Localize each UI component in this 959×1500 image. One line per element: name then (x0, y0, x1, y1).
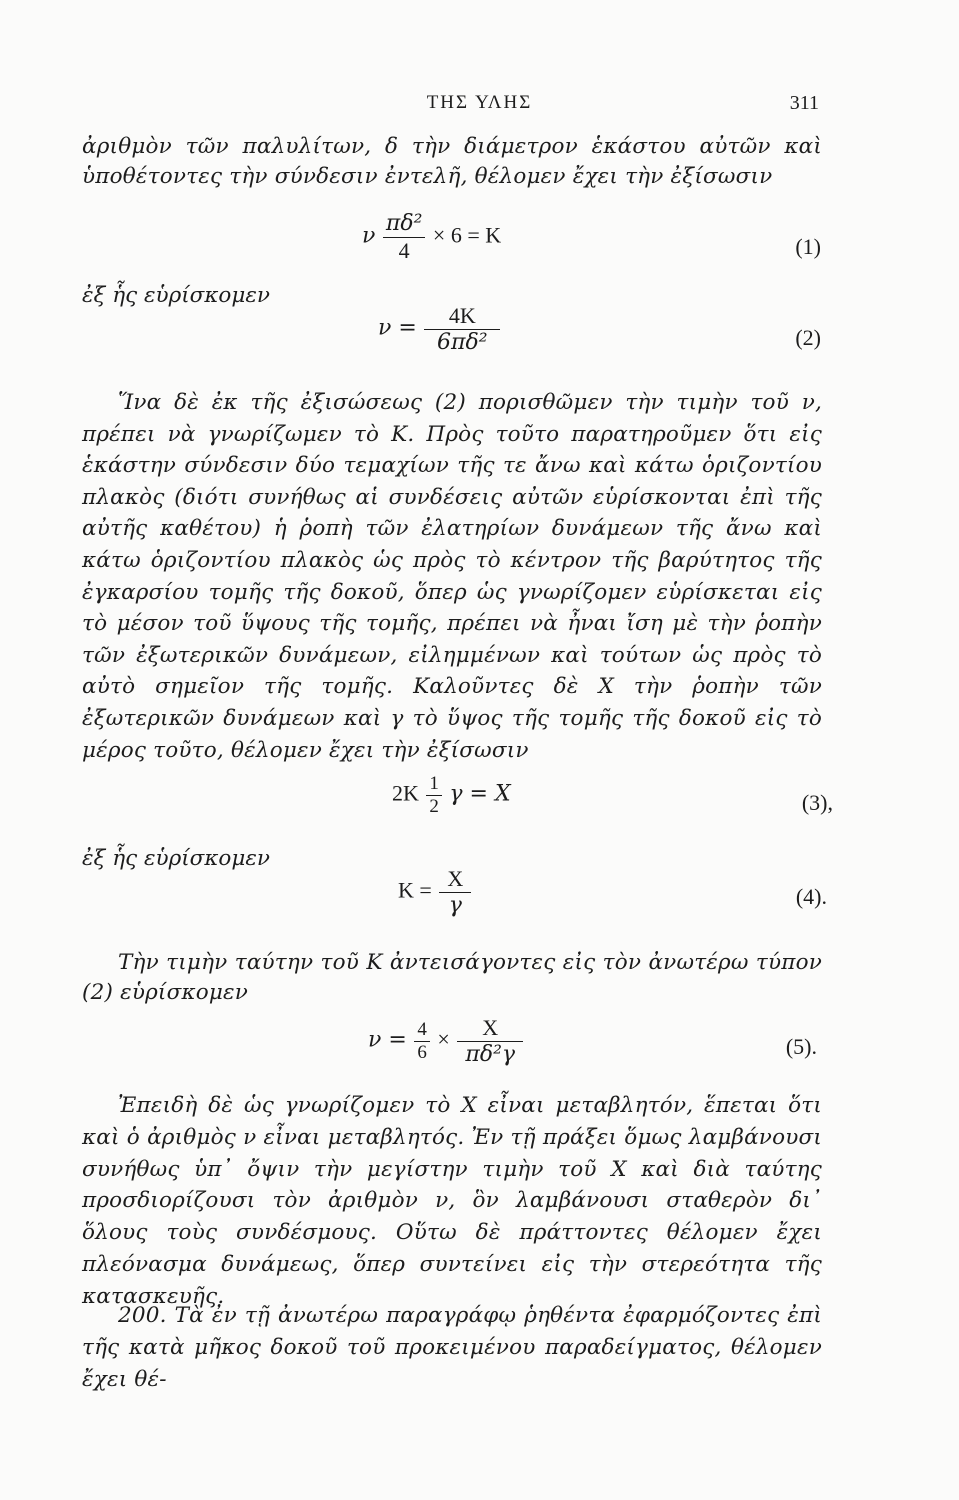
eq3-pre: 2Κ (392, 780, 419, 806)
eq3-post: γ = Χ (449, 781, 511, 807)
eq5-fraction-1 (414, 1020, 430, 1063)
eq1-numerator: πδ² (383, 212, 426, 238)
paragraph-1: ἀριθμὸν τῶν παλυλίτων, δ τὴν διάμετρον ἑκάστου αὐτῶν καὶ ὑποθέτοντες τὴν σύνδεσιν ἐντελῆ, θέλομεν ἔχει τὴν ἐξίσωσιν (82, 134, 822, 189)
eq4-lhs: Κ = (398, 877, 432, 903)
eq5-lhs: ν = (368, 1027, 407, 1053)
eq3-fraction (426, 774, 442, 817)
eq5-fraction-2 (457, 1016, 523, 1067)
paragraph-5: Τὴν τιμὴν ταύτην τοῦ Κ ἀντεισάγοντες εἰς τὸν ἀνωτέρω τύπον (2) εὑρίσκομεν (82, 950, 822, 1005)
equation-2 (378, 304, 502, 355)
running-head (0, 92, 959, 122)
paragraph-6: Ἐπειδὴ δὲ ὡς γνωρίζομεν τὸ Χ εἶναι μεταβλητόν, ἕπεται ὅτι καὶ ὁ ἀριθμὸς ν εἶναι μεταβλητός. Ἐν τῇ πράξει ὅμως λαμβάνουσι συνήθως ὑπ᾽ ὄψιν τὴν μεγίστην τιμὴν τοῦ Χ καὶ διὰ ταύτης προσδιορίζουσι τὸν ἀριθμὸν ν, ὃν λαμβάνουσι σταθερὸν δι᾽ ὅλους τοὺς συνδέσμους. Οὕτω δὲ πράττοντες θέλομεν ἔχει πλεόνασμα δυνάμεως, ὅπερ συντείνει εἰς τὴν στερεότητα τῆς κατασκευῆς. (82, 1093, 822, 1309)
eq4-denominator: γ (448, 893, 462, 918)
paragraph-4-label: ἐξ ἧς εὑρίσκομεν (82, 846, 270, 871)
eq1-denominator: 4 (398, 238, 410, 263)
eq1-number: (1) (795, 234, 821, 259)
equation-5 (368, 1016, 525, 1067)
equation-1 (362, 212, 501, 263)
eq1-lhs: ν (362, 223, 376, 249)
eq3-numerator: 1 (426, 774, 442, 796)
eq1-rest: × 6 = Κ (432, 222, 502, 248)
eq4-fraction (439, 867, 471, 918)
eq5-denominator-1: 6 (417, 1042, 427, 1063)
equation-3 (392, 774, 511, 817)
paragraph-7: 200. Τὰ ἐν τῇ ἀνωτέρω παραγράφῳ ῥηθέντα ἐφαρμόζοντες ἐπὶ τῆς κατὰ μῆκος δοκοῦ τοῦ προκειμένου παραδείγματος, θέλομεν ἔχει θέ- (82, 1303, 822, 1392)
running-title: ΤΗΣ ΥΛΗΣ (426, 92, 533, 113)
eq2-denominator: 6πδ² (437, 330, 488, 355)
eq3-number: (3), (801, 790, 833, 815)
page-number: 311 (789, 92, 819, 114)
eq1-fraction (383, 212, 426, 263)
eq5-denominator-2: πδ²γ (465, 1042, 516, 1067)
eq3-denominator: 2 (429, 796, 439, 817)
eq2-lhs: ν = (378, 315, 417, 341)
equation-4 (398, 867, 473, 918)
eq2-numerator: 4Κ (424, 304, 500, 330)
eq5-numerator-2: Χ (457, 1016, 523, 1042)
eq5-numerator-1: 4 (414, 1020, 430, 1042)
eq5-number: (5). (785, 1034, 817, 1059)
paragraph-3: Ἵνα δὲ ἐκ τῆς ἐξισώσεως (2) πορισθῶμεν τὴν τιμὴν τοῦ ν, πρέπει νὰ γνωρίζωμεν τὸ Κ. Πρὸς τοῦτο παρατηροῦμεν ὅτι εἰς ἑκάστην σύνδεσιν δύο τεμαχίων τῆς τε ἄνω καὶ κάτω ὁριζοντίου πλακὸς (διότι συνήθως αἱ συνδέσεις αὐτῶν εὑρίσκονται ἐπὶ τῆς αὐτῆς καθέτου) ἡ ῥοπὴ τῶν ἐλατηρίων δυνάμεων τῆς ἄνω καὶ κάτω ὁριζοντίου πλακὸς ὡς πρὸς τὸ κέντρον τῆς βαρύτητος τῆς ἐγκαρσίου τομῆς τῆς δοκοῦ, ὅπερ ὡς γνωρίζομεν εὑρίσκεται εἰς τὸ μέσον τοῦ ὕψους τῆς τομῆς, πρέπει νὰ ἦναι ἴση μὲ τὴν ῥοπὴν τῶν ἐξωτερικῶν δυνάμεων, εἰλημμένων καὶ τούτων ὡς πρὸς τὸ αὐτὸ σημεῖον τῆς τομῆς. Καλοῦντες δὲ Χ τὴν ῥοπὴν τῶν ἐξωτερικῶν δυνάμεων καὶ γ τὸ ὕψος τῆς τομῆς τῆς δοκοῦ εἰς τὸ μέρος τοῦτο, θέλομεν ἔχει τὴν ἐξίσωσιν (82, 390, 822, 763)
paragraph-2-label: ἐξ ἧς εὑρίσκομεν (82, 283, 270, 308)
eq5-times: × (437, 1026, 450, 1052)
eq2-fraction (424, 304, 500, 355)
eq2-number: (2) (795, 325, 821, 350)
eq4-number: (4). (795, 884, 827, 909)
eq4-numerator: Χ (439, 867, 471, 893)
